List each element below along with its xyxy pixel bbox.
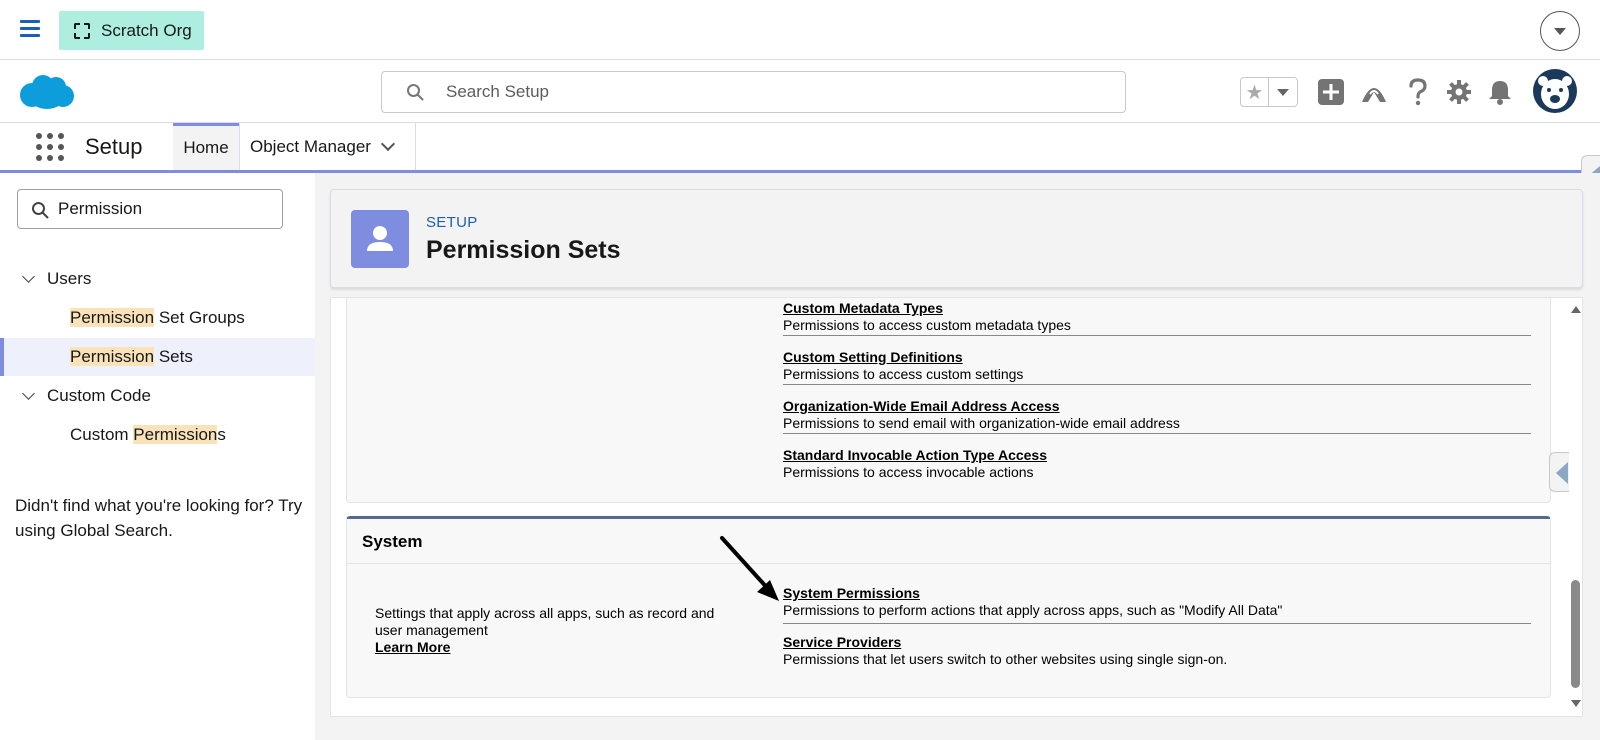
favorites-list-button[interactable] [1269,78,1297,106]
system-section-header [347,519,1550,564]
chevron-down-icon[interactable] [22,387,35,400]
perm-item [783,398,1531,432]
system-section-description [375,605,735,656]
salesforce-cloud-icon[interactable] [20,73,74,110]
permission-set-overview [330,297,1583,717]
label-before: Custom [70,425,134,444]
search-icon [31,201,49,219]
label-rest: Set Groups [154,308,245,327]
sidebar-item-label [70,347,193,367]
quick-find-input[interactable] [58,190,278,228]
label-rest: s [217,425,226,444]
search-highlight: Permission [133,425,218,444]
sidebar-item-permission-set-groups[interactable] [0,299,315,337]
dashed-square-icon [74,23,90,39]
scroll-down-arrow[interactable] [1571,700,1581,707]
perm-item-desc: Permissions to access invocable actions [783,464,1034,480]
sidebar-item-label [70,308,245,328]
perm-item [783,447,1531,481]
system-description-text: Settings that apply across all apps, such as record and user management [375,605,715,638]
bell-icon[interactable] [1485,77,1515,107]
no-find-message: Didn't find what you're looking for? Try using Global Search. [15,496,303,540]
page-eyebrow: SETUP [426,214,478,231]
favorites-group [1240,77,1298,107]
scrollbar[interactable] [1569,298,1583,717]
perm-item-desc: Permissions to access custom metadata types [783,317,1071,333]
perm-item [783,634,1531,668]
system-section-title: System [362,532,423,551]
gear-icon[interactable] [1444,77,1474,107]
sidebar-item-custom-permissions[interactable] [0,416,315,454]
side-panel-handle[interactable] [1549,452,1569,492]
top-dropdown-button[interactable] [1540,11,1580,51]
system-section [346,516,1551,698]
global-header [0,60,1600,123]
search-icon [406,83,424,101]
page-title: Permission Sets [426,236,621,264]
perm-item-desc: Permissions to perform actions that apply across apps, such as "Modify All Data" [783,602,1283,618]
system-permissions-link[interactable]: System Permissions [783,585,920,601]
scroll-up-arrow[interactable] [1571,306,1581,313]
divider [783,335,1531,336]
avatar[interactable] [1533,69,1577,113]
tree-node-users[interactable] [0,260,315,298]
star-icon[interactable]: ★ [1241,78,1269,106]
global-search[interactable] [381,71,1126,113]
perm-item [783,585,1531,619]
collapse-arrow-icon [1556,462,1568,484]
trailhead-icon[interactable] [1359,77,1389,107]
scratch-org-badge[interactable] [59,11,204,50]
label-rest: Sets [154,347,193,366]
search-highlight: Permission [70,308,155,327]
tree-node-custom-code[interactable] [0,377,315,415]
apps-section [346,297,1551,503]
tab-object-manager[interactable] [239,123,416,170]
standard-invocable-action-link[interactable]: Standard Invocable Action Type Access [783,447,1048,463]
setup-sidebar [0,173,315,740]
sidebar-item-label [70,425,226,445]
sidebar-item-permission-sets[interactable] [0,338,315,376]
context-nav [0,123,1600,173]
perm-item-desc: Permissions to access custom settings [783,366,1024,382]
org-badge-label: Scratch Org [101,20,192,40]
search-input[interactable] [446,72,1106,112]
service-providers-link[interactable]: Service Providers [783,634,902,650]
custom-setting-definitions-link[interactable]: Custom Setting Definitions [783,349,963,365]
user-icon [351,210,409,268]
help-icon[interactable] [1403,77,1433,107]
tab-object-manager-label: Object Manager [250,136,371,156]
app-launcher-icon[interactable] [36,133,64,161]
org-wide-email-access-link[interactable]: Organization-Wide Email Address Access [783,398,1060,414]
chevron-down-icon[interactable] [22,270,35,283]
hamburger-icon[interactable] [20,20,40,38]
perm-item [783,300,1531,334]
divider [783,623,1531,624]
main-content [315,173,1600,740]
divider [783,433,1531,434]
app-name: Setup [85,134,143,159]
perm-item-desc: Permissions that let users switch to other websites using single sign-on. [783,651,1228,667]
search-highlight: Permission [70,347,155,366]
chevron-down-icon[interactable] [381,137,395,151]
chevron-down-icon [1277,89,1289,96]
perm-item-desc: Permissions to send email with organization-wide email address [783,415,1180,431]
tree-node-label: Users [47,269,92,288]
learn-more-link[interactable]: Learn More [375,639,451,655]
top-bar [0,0,1600,60]
quick-find[interactable] [17,189,283,229]
page-header [330,189,1583,288]
scroll-thumb[interactable] [1571,580,1580,688]
perm-item [783,349,1531,383]
plus-icon[interactable] [1316,77,1346,107]
divider [783,384,1531,385]
tree-node-label: Custom Code [47,386,151,405]
custom-metadata-types-link[interactable]: Custom Metadata Types [783,300,943,316]
chevron-down-icon [1554,28,1566,35]
tab-home[interactable]: Home [173,123,239,170]
